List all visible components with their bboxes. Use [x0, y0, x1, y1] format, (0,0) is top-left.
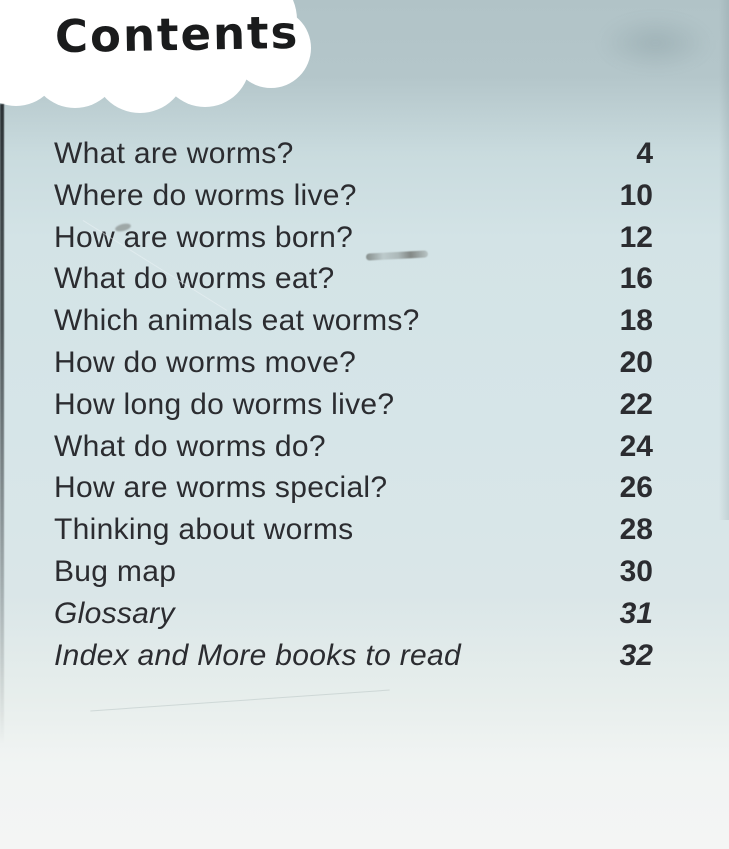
toc-entry-page: 28 — [619, 513, 653, 547]
toc-entry-label: How long do worms live? — [54, 387, 395, 421]
toc-row — [54, 388, 653, 430]
toc-row — [54, 221, 653, 263]
toc-entry-page: 10 — [619, 178, 653, 212]
toc-entry-page: 12 — [619, 220, 653, 254]
toc-entry-label: How are worms born? — [54, 220, 354, 254]
toc-entry-label: What are worms? — [54, 137, 294, 170]
toc-entry-label: Which animals eat worms? — [54, 304, 420, 338]
toc-row — [54, 430, 653, 472]
toc-entry-label: Thinking about worms — [54, 513, 354, 547]
toc-entry-page: 16 — [619, 262, 653, 296]
page-title: Contents — [54, 5, 300, 64]
toc-entry-label: Bug map — [54, 554, 177, 588]
toc-row — [54, 639, 653, 681]
toc-entry-page: 26 — [619, 471, 653, 505]
page-showthrough — [598, 14, 713, 72]
toc-entry-label: What do worms eat? — [54, 262, 335, 296]
toc-entry-label: What do worms do? — [54, 429, 326, 463]
toc-entry-page: 30 — [619, 554, 653, 588]
toc-entry-page: 24 — [619, 429, 653, 463]
toc-row — [54, 471, 653, 513]
toc-entry-page: 20 — [619, 345, 653, 379]
toc-entry-label: Index and More books to read — [54, 638, 461, 672]
toc-row — [54, 304, 653, 346]
scan-edge-shading — [719, 0, 729, 520]
toc-entry-label: Glossary — [54, 596, 175, 630]
toc-entry-page: 22 — [619, 387, 653, 421]
toc-entry-page: 18 — [619, 304, 653, 338]
toc-row — [54, 555, 653, 597]
toc-entry-label: Where do worms live? — [54, 178, 357, 212]
paper-crease — [90, 690, 389, 712]
toc-row — [54, 137, 653, 179]
toc-row — [54, 262, 653, 304]
toc-entry-label: How are worms special? — [54, 471, 388, 505]
toc-row — [54, 179, 653, 221]
scan-edge-shadow — [0, 104, 4, 744]
toc-row — [54, 346, 653, 388]
toc-entry-page: 32 — [619, 638, 653, 672]
toc-entry-label: How do worms move? — [54, 345, 357, 379]
table-of-contents — [54, 137, 653, 680]
toc-entry-page: 4 — [636, 137, 653, 170]
toc-row — [54, 597, 653, 639]
toc-row — [54, 513, 653, 555]
toc-entry-page: 31 — [619, 596, 653, 630]
